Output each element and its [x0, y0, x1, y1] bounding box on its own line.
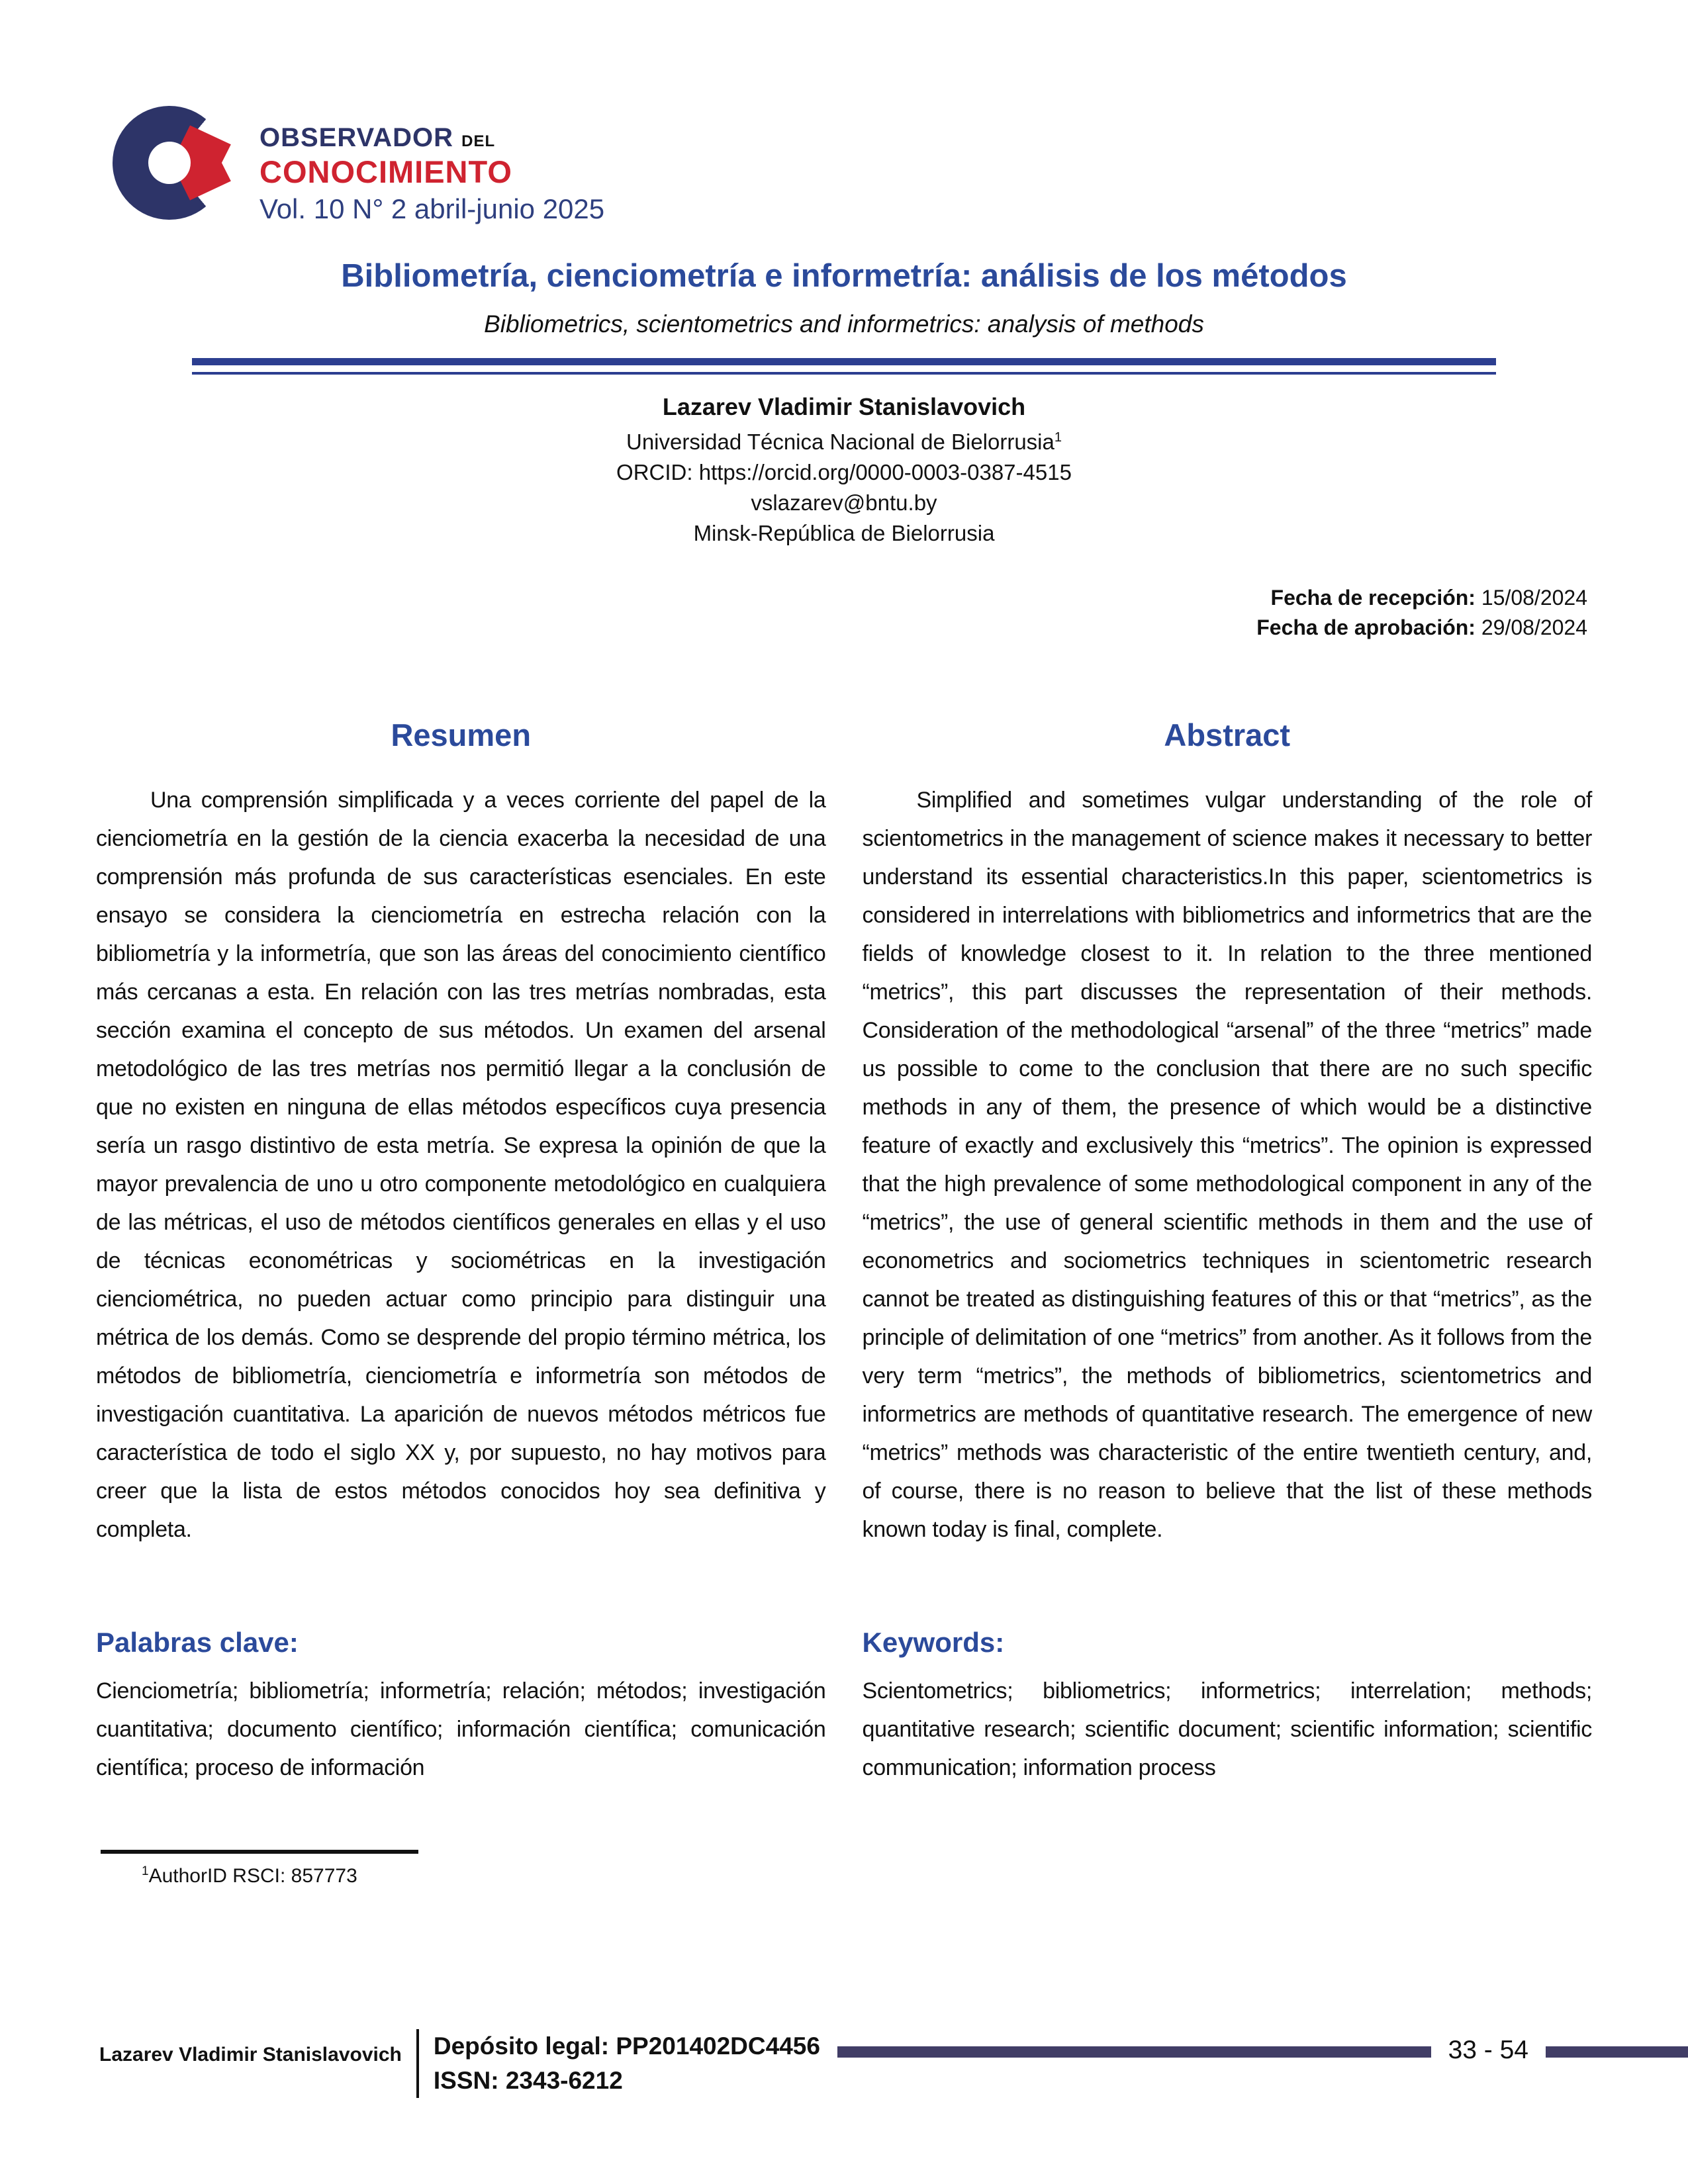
reception-date-row	[0, 583, 1587, 613]
reception-date-value: 15/08/2024	[1481, 586, 1587, 610]
affiliation-footnote-marker: 1	[1054, 430, 1062, 445]
abstract-columns	[0, 717, 1688, 1787]
approval-date-label: Fecha de aprobación:	[1256, 615, 1476, 640]
footer-deposit: Depósito legal: PP201402DC4456	[433, 2032, 820, 2060]
author-orcid-link[interactable]: ORCID: https://orcid.org/0000-0003-0387-4515	[616, 460, 1072, 485]
journal-header	[113, 106, 1688, 223]
keywords-section	[863, 1627, 1593, 1787]
footnote-marker: 1	[142, 1864, 149, 1879]
title-divider	[192, 358, 1496, 375]
author-affiliation	[0, 422, 1688, 457]
resumen-body: Una comprensión simplificada y a veces corriente del papel de la cienciometría en la gestión de la ciencia exacerba la necesidad de una comprensión más profunda de sus características esenciales. En este ensayo se considera la cienciometría en estrecha relación con la bibliometría y la informetría, que son las áreas del conocimiento científico más cercanas a esta. En relación con las tres metrías nombradas, esta sección examina el concepto de sus métodos. Un examen del arsenal metodológico de las tres metrías nos permitió llegar a la conclusión de que no existen en ninguna de ellas métodos específicos cuya presencia sería un rasgo distintivo de esta metría. Se expresa la opinión de que la mayor prevalencia de uno u otro componente metodológico en cualquiera de las métricas, el uso de métodos científicos generales en ellas y el uso de técnicas econométricas y sociométricas en la investigación cienciométrica, no pueden actuar como principio para distinguir una métrica de los demás. Como se desprende del propio término métrica, los métodos de bibliometría, cienciometría e informetría son métodos de investigación cuantitativa. La aparición de nuevos métodos métricos fue característica de todo el siglo XX y, por supuesto, no hay motivos para creer que la lista de estos métodos conocidos hoy sea definitiva y completa.	[96, 788, 826, 1543]
approval-date-row	[0, 613, 1587, 643]
abstract-section	[863, 717, 1593, 1549]
resumen-section	[96, 717, 826, 1549]
footnote-content: AuthorID RSCI: 857773	[148, 1865, 357, 1888]
journal-name-line1	[259, 124, 604, 151]
keywords-heading: Keywords:	[862, 1627, 1005, 1659]
article-title-es: Bibliometría, cienciometría e informetría: análisis de los métodos	[341, 258, 1347, 294]
resumen-heading: Resumen	[391, 717, 532, 753]
journal-logo-icon	[113, 106, 226, 220]
abstract-heading: Abstract	[1164, 717, 1291, 753]
journal-volume-line: Vol. 10 N° 2 abril-junio 2025	[259, 193, 605, 224]
keywords-body: Scientometrics; bibliometrics; informetrics; interrelation; methods; quantitative research; scientific document; scientific information; scientific communication; information process	[862, 1678, 1592, 1781]
footer-page-range: 33 - 54	[1448, 2036, 1528, 2064]
author-name: Lazarev Vladimir Stanislavovich	[662, 393, 1026, 421]
footnote-block	[101, 1850, 1688, 1888]
palabras-clave-heading: Palabras clave:	[96, 1627, 299, 1659]
footer-bar-right	[1546, 2046, 1688, 2058]
footer-vertical-divider	[416, 2029, 419, 2098]
article-title-en: Bibliometrics, scientometrics and informetrics: analysis of methods	[484, 310, 1204, 338]
footnote-text	[101, 1864, 1688, 1888]
page-footer	[0, 2029, 1688, 2098]
dates-block	[0, 583, 1587, 643]
footer-author: Lazarev Vladimir Stanislavovich	[99, 2044, 402, 2066]
author-location: Minsk-República de Bielorrusia	[693, 521, 995, 546]
author-block	[0, 392, 1688, 549]
footer-issn: ISSN: 2343-6212	[433, 2067, 623, 2094]
abstract-body: Simplified and sometimes vulgar understanding of the role of scientometrics in the management of science makes it necessary to better understand its essential characteristics.In this paper, scientometrics is considered in interrelations with bibliometrics and informetrics that are the fields of knowledge closest to it. In relation to the three mentioned “metrics”, this part discusses the representation of their methods. Consideration of the methodological “arsenal” of the three “metrics” made us possible to come to the conclusion that there are no such specific methods in any of them, the presence of which would be a distinctive feature of exactly and exclusively this “metrics”. The opinion is expressed that the high prevalence of some methodological component in any of the “metrics”, the use of general scientific methods in them and the use of econometrics and sociometrics techniques in scientometric research cannot be treated as distinguishing features of this or that “metrics”, as the principle of delimitation of one “metrics” from another. As it follows from the very term “metrics”, the methods of bibliometrics, scientometrics and informetrics are methods of quantitative research. The emergence of new “metrics” methods was characteristic of the entire twentieth century, and, of course, there is no reason to believe that the list of these methods known today is final, complete.	[862, 788, 1592, 1543]
reception-date-label: Fecha de recepción:	[1270, 586, 1476, 610]
footer-bar-left	[837, 2046, 1431, 2058]
approval-date-value: 29/08/2024	[1481, 615, 1587, 640]
journal-name-block	[259, 106, 604, 223]
footnote-divider	[101, 1850, 418, 1854]
palabras-clave-section	[96, 1627, 826, 1787]
journal-name-line2: CONOCIMIENTO	[259, 154, 512, 189]
affiliation-text: Universidad Técnica Nacional de Bielorrusia	[626, 430, 1055, 455]
journal-name-observador: OBSERVADOR	[259, 123, 454, 152]
journal-name-del: DEL	[461, 132, 496, 150]
footer-legal-block	[434, 2029, 820, 2098]
logo-hole	[148, 142, 191, 184]
palabras-clave-body: Cienciometría; bibliometría; informetría; relación; métodos; investigación cuantitativa; documento científico; información científica; comunicación científica; proceso de información	[96, 1678, 826, 1781]
author-email-link[interactable]: vslazarev@bntu.by	[751, 490, 937, 516]
